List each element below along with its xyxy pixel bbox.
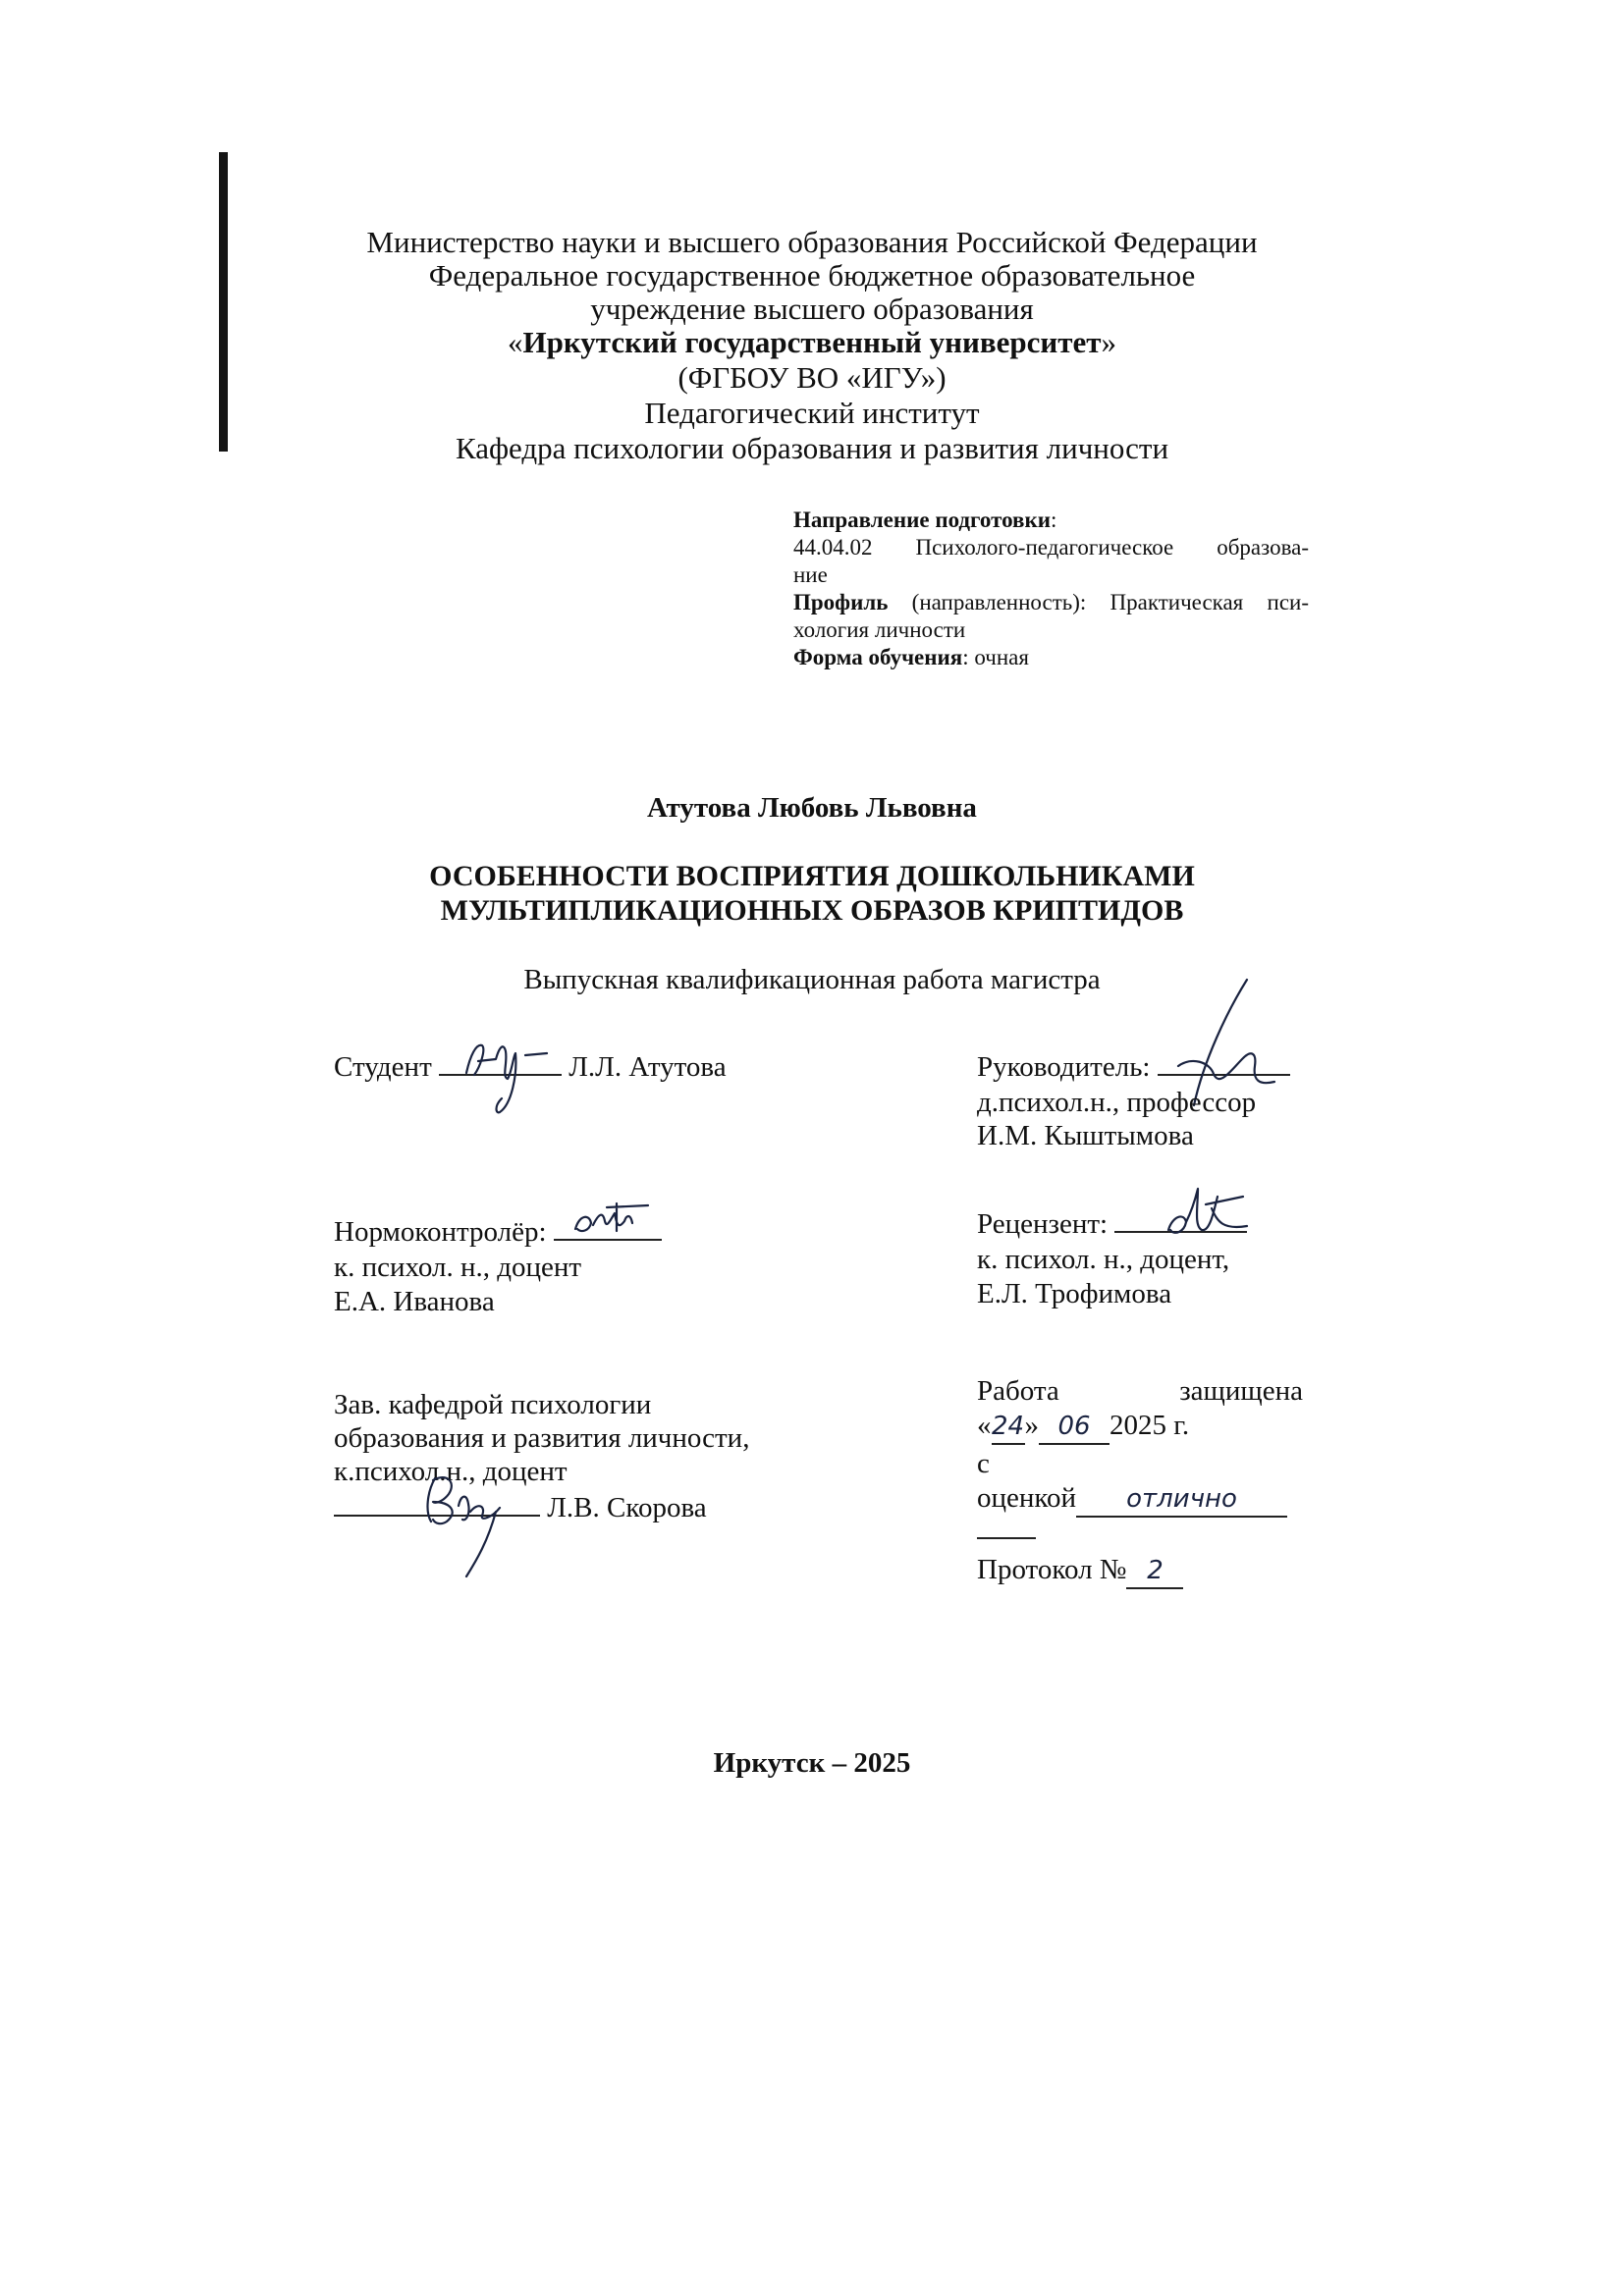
study-form: Форма обучения: очная: [793, 645, 1029, 669]
program-info: [793, 507, 1309, 671]
reviewer-degree: к. психол. н., доцент,: [977, 1244, 1230, 1275]
work-type: Выпускная квалификационная работа магистра: [523, 964, 1101, 995]
thesis-title-line-2: МУЛЬТИПЛИКАЦИОННЫХ ОБРАЗОВ КРИПТИДОВ: [440, 894, 1184, 927]
grade-value: отлично: [1076, 1482, 1287, 1518]
profile-line-1: Профиль (направленность): Практическая пси-: [793, 590, 1309, 614]
defense-with: с: [977, 1448, 990, 1479]
head-signature-icon: [398, 1463, 545, 1580]
head-name: Л.В. Скорова: [547, 1492, 707, 1523]
department-name: Кафедра психологии образования и развития личности: [455, 431, 1169, 465]
author-name: Атутова Любовь Львовна: [647, 792, 977, 824]
reviewer-label: Рецензент:: [977, 1208, 1109, 1240]
defense-day: 24: [992, 1410, 1025, 1445]
head-title-line-2: образования и развития личности,: [334, 1422, 750, 1454]
grade-underline-continuation: [977, 1537, 1036, 1539]
institute-name: Педагогический институт: [644, 396, 980, 430]
normcontroller-degree: к. психол. н., доцент: [334, 1252, 582, 1283]
head-title-line-1: Зав. кафедрой психологии: [334, 1389, 652, 1420]
direction-line-2: ние: [793, 562, 828, 587]
reviewer-name: Е.Л. Трофимова: [977, 1278, 1172, 1309]
defense-word-1: Работа: [977, 1375, 1059, 1407]
defense-grade-row: [977, 1481, 1287, 1518]
protocol-label: Протокол №: [977, 1554, 1127, 1585]
normcontroller-label: Нормоконтролёр:: [334, 1216, 547, 1248]
university-name: «Иркутский государственный университет»: [508, 325, 1116, 359]
defense-date: «24» 06 2025 г.: [977, 1409, 1189, 1445]
profile-line-2: хология личности: [793, 617, 966, 642]
grade-label: оценкой: [977, 1482, 1077, 1514]
normcontroller-signature-icon: [568, 1200, 666, 1249]
city-year: Иркутск – 2025: [713, 1747, 911, 1779]
ministry-line: Министерство науки и высшего образования Российской Федерации: [366, 225, 1258, 259]
student-name: Л.Л. Атутова: [568, 1051, 727, 1083]
institution-type-line-2: учреждение высшего образования: [590, 292, 1034, 326]
supervisor-name: И.М. Кыштымова: [977, 1120, 1194, 1151]
normcontroller-name: Е.А. Иванова: [334, 1286, 495, 1317]
defense-year: 2025 г.: [1110, 1410, 1190, 1441]
reviewer-signature-icon: [1159, 1183, 1267, 1252]
defense-line-1: [977, 1374, 1303, 1408]
supervisor-degree: д.психол.н., профессор: [977, 1087, 1257, 1118]
head-title-line-3: к.психол.н., доцент: [334, 1456, 568, 1487]
institution-type-line: Федеральное государственное бюджетное образовательное: [428, 258, 1196, 293]
direction-heading: Направление подготовки:: [793, 507, 1057, 532]
protocol-number: 2: [1126, 1554, 1183, 1589]
direction-line-1: 44.04.02 Психолого-педагогическое образова-: [793, 535, 1309, 560]
protocol-row: [977, 1553, 1183, 1589]
student-signature-icon: [457, 1016, 565, 1124]
defense-word-2: защищена: [1179, 1375, 1303, 1407]
supervisor-label: Руководитель:: [977, 1051, 1151, 1083]
university-abbr: (ФГБОУ ВО «ИГУ»): [677, 360, 947, 395]
university-name-text: Иркутский государственный университет: [522, 325, 1102, 359]
thesis-title-line-1: ОСОБЕННОСТИ ВОСПРИЯТИЯ ДОШКОЛЬНИКАМИ: [429, 860, 1195, 892]
defense-month: 06: [1039, 1410, 1110, 1445]
student-label: Студент: [334, 1051, 432, 1083]
